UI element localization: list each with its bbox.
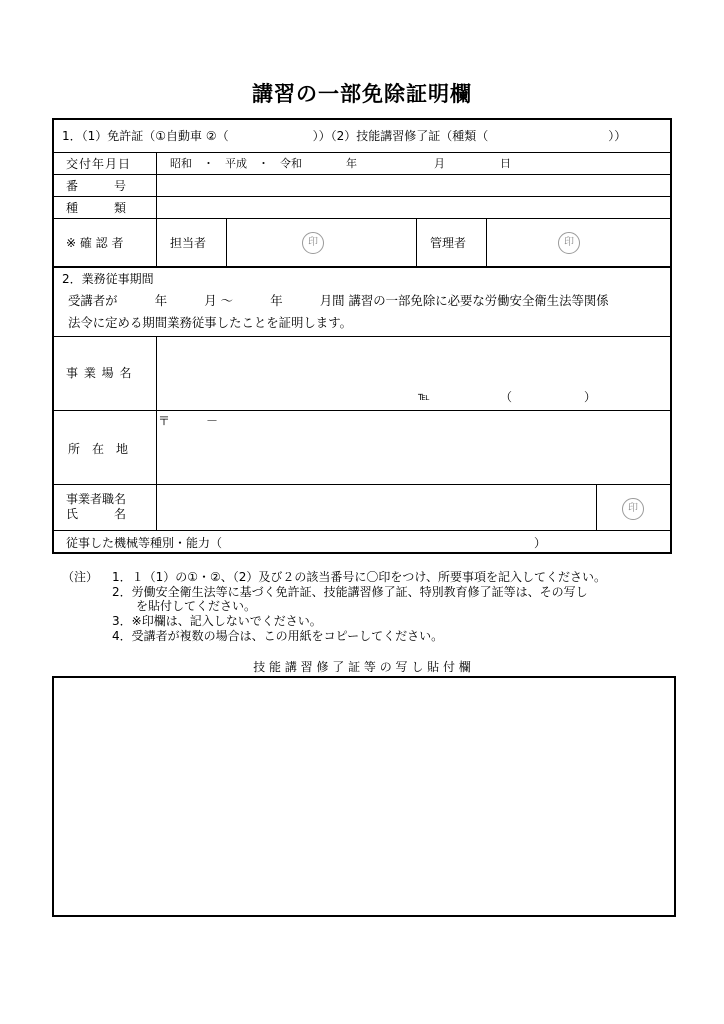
seal-stamp-icon: 印 (558, 232, 580, 254)
section2-header: 2．業務従事期間 (62, 272, 154, 286)
note-item: 1．１（1）の①・②、（2）及び２の該当番号に〇印をつけ、所要事項を記入してください。 (112, 570, 606, 584)
certification-text: 法令に定める期間業務従事したことを証明します。 (68, 315, 352, 330)
number-field[interactable] (158, 176, 668, 194)
tel-field[interactable]: （ ） (500, 390, 597, 404)
address-label: 所 在 地 (68, 442, 129, 456)
seal-stamp-icon: 印 (302, 232, 324, 254)
manager-label: 管理者 (430, 236, 467, 250)
employer-title-label: 事業者職名 (66, 492, 127, 506)
employer-name-field[interactable] (158, 486, 594, 528)
seal-stamp-icon: 印 (622, 498, 644, 520)
section1-header: 1．（1）免許証（①自動車 ②（ ））（2）技能講習修了証（種類（ ）） (62, 129, 627, 143)
type-field[interactable] (158, 198, 668, 216)
employment-period-text: 受講者が 年 月 ～ 年 月間 講習の一部免除に必要な労働安全衛生法等関係 (68, 293, 609, 308)
person-in-charge-label: 担当者 (170, 236, 207, 250)
employer-name-label: 氏 名 (66, 507, 127, 521)
certificate-form (52, 118, 672, 554)
note-item: を貼付してください。 (112, 599, 257, 613)
note-item: 2．労働安全衛生法等に基づく免許証、技能講習修了証、特別教育修了証等は、その写し (112, 585, 588, 599)
issue-date-field[interactable]: 昭和 ・ 平成 ・ 令和 年 月 日 (170, 157, 511, 170)
postal-code-field[interactable]: 〒 － (158, 414, 219, 428)
confirm-label: ※ 確 認 者 (66, 236, 124, 250)
note-item: 3．※印欄は、記入しないでください。 (112, 614, 322, 628)
machine-type-field[interactable]: 従事した機械等種別・能力（ ） (66, 536, 547, 550)
note-item: 4．受講者が複数の場合は、この用紙をコピーしてください。 (112, 629, 444, 643)
attach-area-title: 技 能 講 習 修 了 証 等 の 写 し 貼 付 欄 (253, 660, 471, 674)
attachment-box (52, 676, 676, 917)
tel-label: ℡ (418, 390, 430, 403)
notes-prefix: （注） (62, 570, 99, 584)
workplace-field[interactable] (158, 338, 668, 388)
number-label: 番 号 (66, 179, 127, 193)
type-label: 種 類 (66, 201, 127, 215)
issue-date-label: 交付年月日 (66, 157, 132, 171)
workplace-label: 事 業 場 名 (66, 366, 133, 380)
page-title: 講習の一部免除証明欄 (252, 82, 472, 106)
